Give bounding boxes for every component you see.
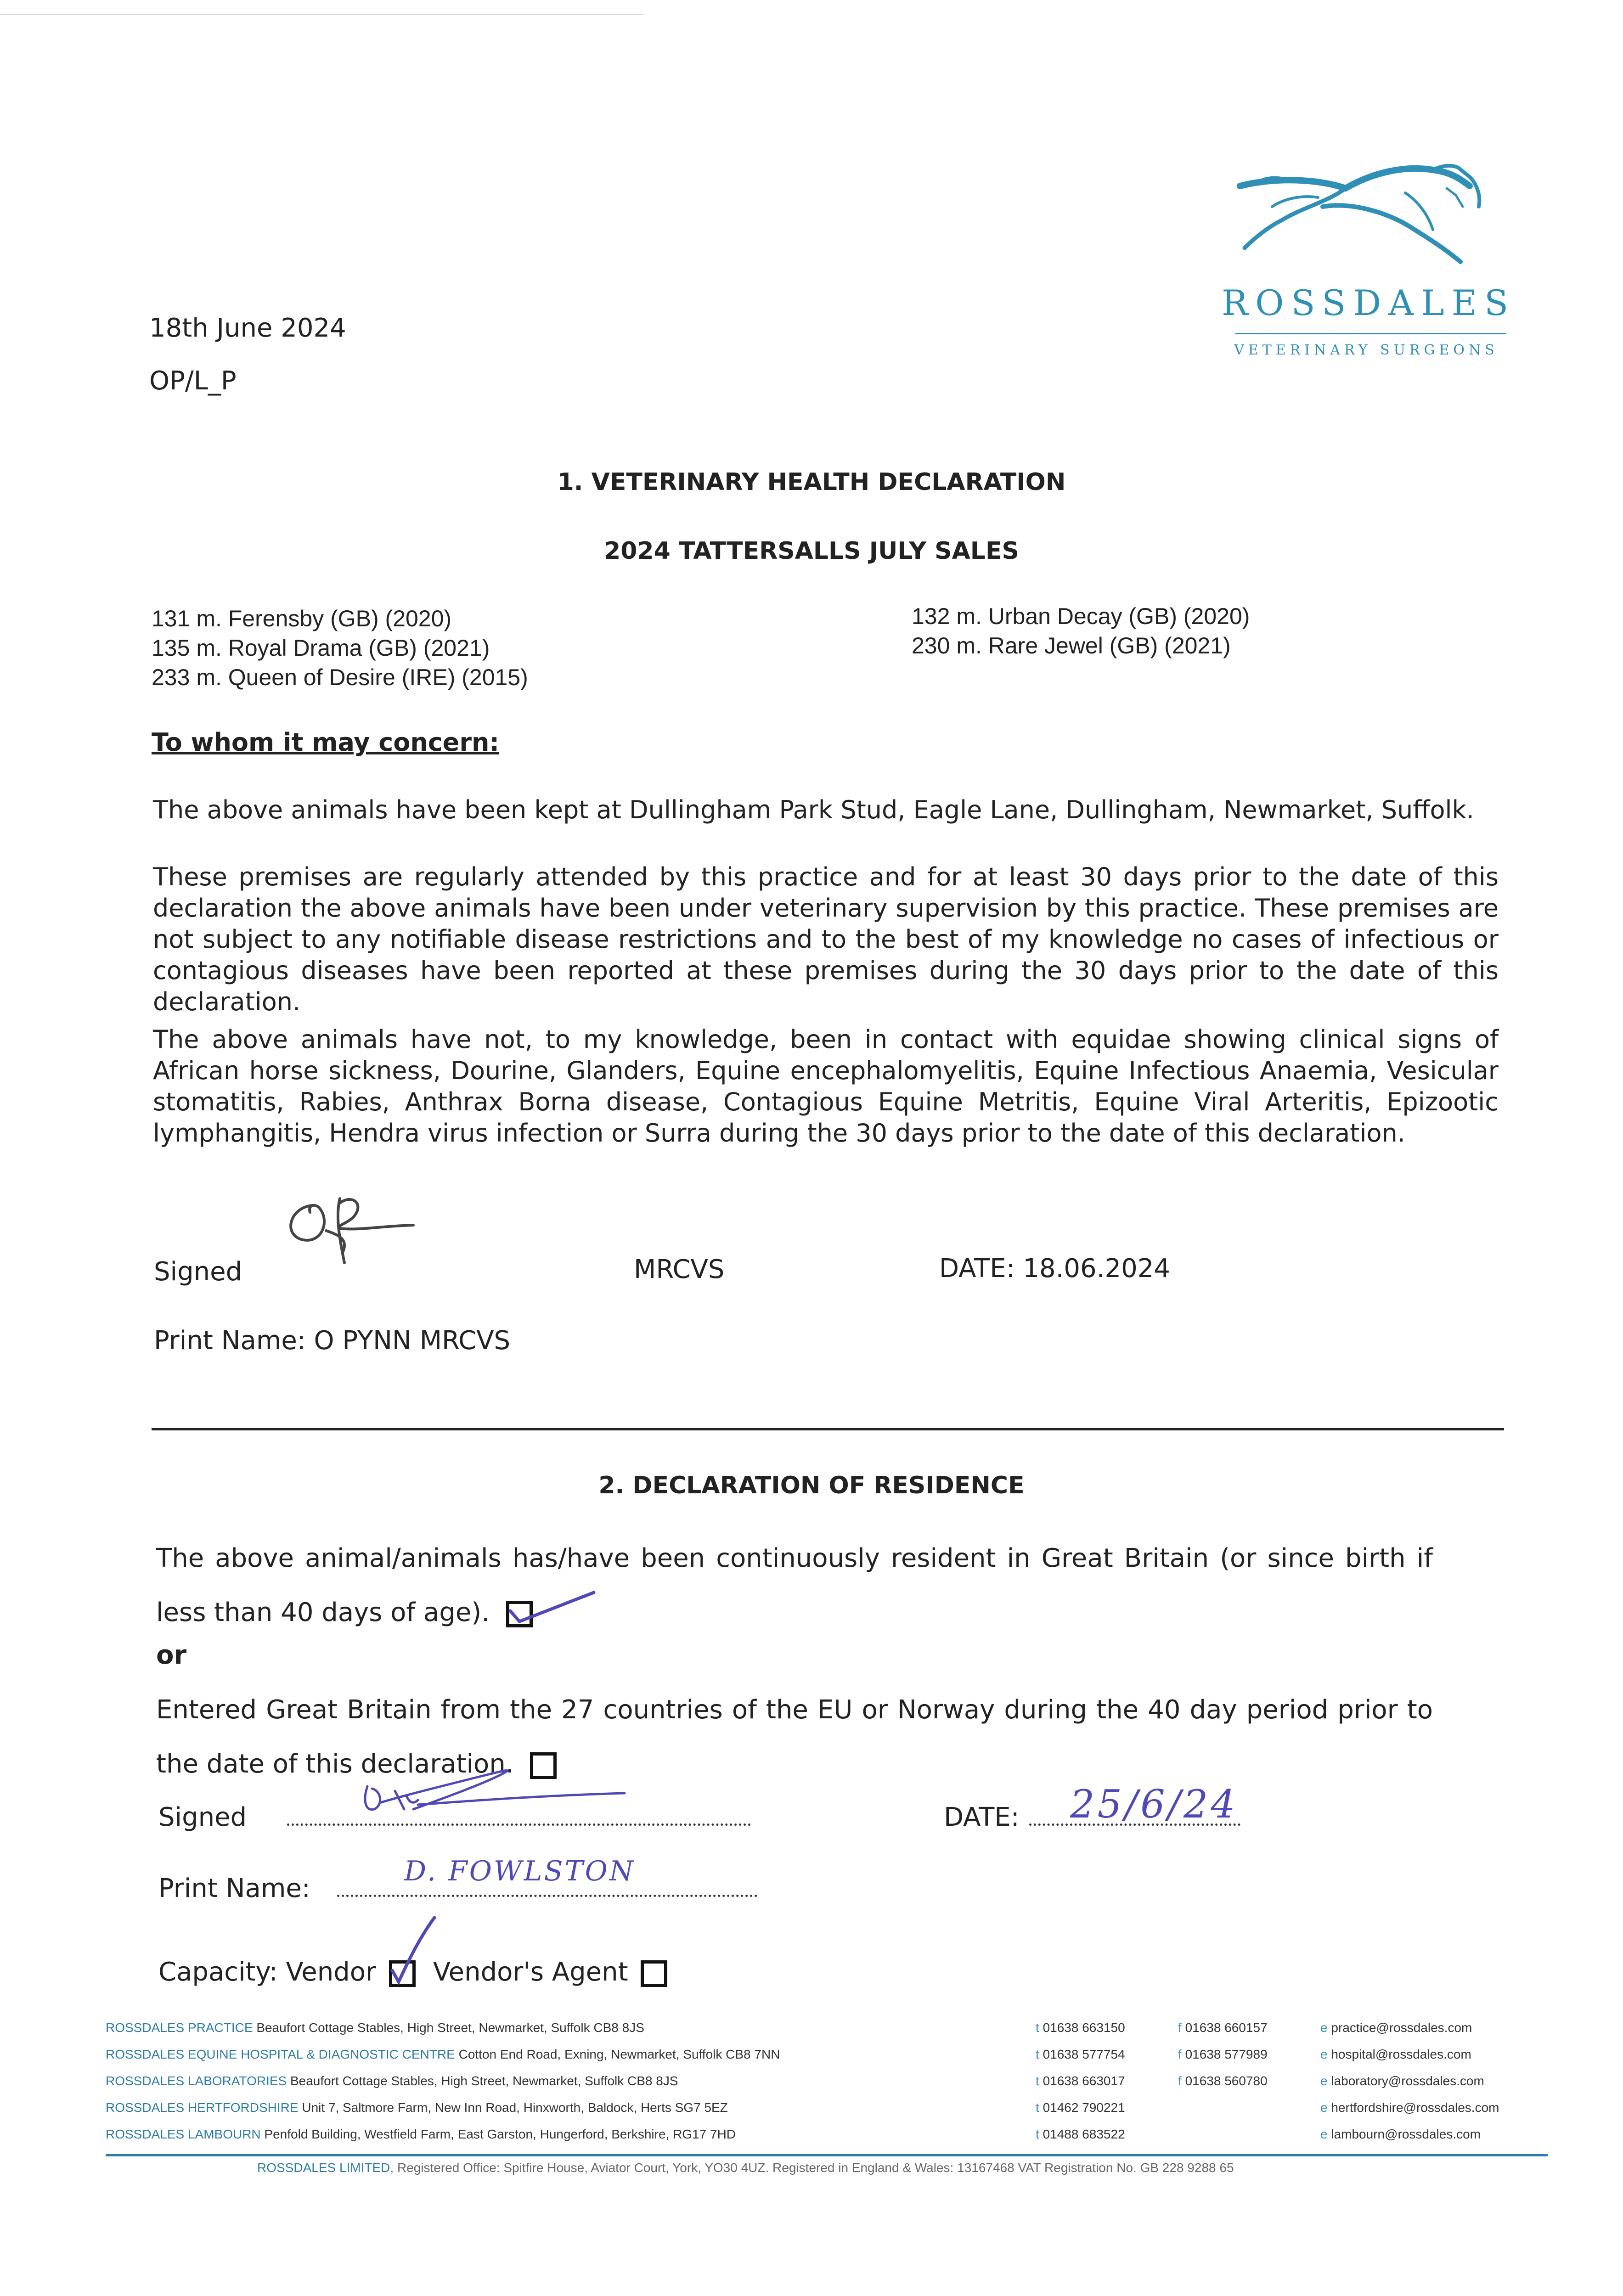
office-email-link-value: lambourn@rossdales.com	[1331, 2127, 1481, 2141]
office-email-link-value: hospital@rossdales.com	[1331, 2047, 1471, 2061]
office-email-link-prefix: e	[1320, 2127, 1328, 2141]
office-telephone-value: 01488 683522	[1043, 2127, 1125, 2141]
brand-divider	[1235, 333, 1506, 334]
office-email-link-prefix: e	[1320, 2047, 1328, 2061]
section2-title: 2. DECLARATION OF RESIDENCE	[598, 1472, 1025, 1499]
horse-entry: 233 m. Queen of Desire (IRE) (2015)	[152, 664, 528, 690]
vet-signature	[271, 1185, 455, 1277]
office-name: ROSSDALES LAMBOURN	[106, 2127, 261, 2141]
footer-office-address	[106, 2047, 780, 2062]
office-email-link-prefix: e	[1320, 2020, 1328, 2035]
office-telephone-value: 01638 577754	[1043, 2047, 1125, 2061]
office-email-link[interactable]	[1320, 2074, 1484, 2088]
office-address: Penfold Building, Westfield Farm, East Garston, Hungerford, Berkshire, RG17 7HD	[264, 2127, 736, 2141]
residence-gb-checkbox[interactable]	[506, 1601, 533, 1627]
office-email-link[interactable]	[1320, 2020, 1472, 2035]
office-email-link-value: laboratory@rossdales.com	[1331, 2074, 1484, 2088]
section2-print-name-value: D. FOWLSTON	[404, 1855, 636, 1887]
horse-logo-icon	[1212, 152, 1511, 280]
office-name: ROSSDALES HERTFORDSHIRE	[106, 2100, 299, 2115]
office-address: Beaufort Cottage Stables, High Street, Newmarket, Suffolk CB8 8JS	[256, 2020, 644, 2035]
horse-entry: 230 m. Rare Jewel (GB) (2021)	[912, 633, 1231, 658]
office-email-link-prefix: e	[1320, 2100, 1328, 2115]
residence-option-eu	[156, 1683, 1433, 1791]
office-telephone	[1036, 2127, 1125, 2142]
paragraph-supervision: These premises are regularly attended by this practice and for at least 30 days prior to the date of this declaration the above animals have been under veterinary supervision by this practice. These premises are not subject to any notifiable disease restrictions and to the best of my knowledge no cases of infectious or contagious diseases have been reported at these premises during the 30 days prior to the date of this declaration.	[153, 862, 1499, 1016]
signed-label: Signed	[154, 1257, 242, 1287]
section2-date-value: 25/6/24	[1070, 1782, 1238, 1827]
office-telephone-prefix: t	[1036, 2047, 1039, 2061]
horse-list-left	[152, 604, 528, 692]
footer-office-address	[106, 2074, 678, 2088]
office-telephone-value: 01638 663150	[1043, 2020, 1125, 2035]
section1-subtitle: 2024 TATTERSALLS JULY SALES	[604, 537, 1019, 565]
vendor-label: Vendor	[286, 1957, 377, 1987]
footer-rule	[106, 2154, 1548, 2156]
print-name-line	[337, 1895, 757, 1897]
office-telephone-prefix: t	[1036, 2020, 1039, 2035]
scan-edge-line	[0, 14, 643, 15]
office-fax	[1178, 2074, 1268, 2088]
mrcvs-label: MRCVS	[634, 1255, 725, 1284]
letter-date: 18th June 2024	[149, 313, 346, 343]
office-telephone	[1036, 2074, 1125, 2088]
horse-entry: 131 m. Ferensby (GB) (2020)	[152, 606, 452, 631]
office-telephone-prefix: t	[1036, 2100, 1039, 2115]
footer-office-address	[106, 2127, 736, 2142]
vendor-agent-label: Vendor's Agent	[433, 1957, 628, 1987]
office-address: Beaufort Cottage Stables, High Street, Newmarket, Suffolk CB8 8JS	[290, 2074, 678, 2088]
horse-entry: 132 m. Urban Decay (GB) (2020)	[912, 603, 1250, 629]
office-name: ROSSDALES PRACTICE	[106, 2020, 253, 2035]
office-telephone-prefix: t	[1036, 2074, 1039, 2088]
brand-tagline: VETERINARY SURGEONS	[1234, 342, 1499, 358]
brand-name: ROSSDALES	[1222, 282, 1516, 323]
paragraph-disease-contact: The above animals have not, to my knowledge, been in contact with equidae showing clinical signs of African horse sickness, Dourine, Glanders, Equine encephalomyelitis, Equine Infectious Anaemia, Vesicular stomatitis, Rabies, Anthrax Borna disease, Contagious Equine Metritis, Equine Viral Arteritis, Epizootic lymphangitis, Hendra virus infection or Surra during the 30 days prior to the date of this declaration.	[153, 1025, 1499, 1148]
office-email-link-prefix: e	[1320, 2074, 1328, 2088]
capacity-row	[158, 1957, 667, 1987]
office-fax-value: 01638 560780	[1185, 2074, 1268, 2088]
section-divider	[152, 1428, 1504, 1430]
office-email-link[interactable]	[1320, 2127, 1481, 2142]
checkmark-icon	[389, 1913, 444, 1991]
checkmark-icon	[507, 1590, 598, 1632]
section2-print-name-label: Print Name:	[158, 1874, 310, 1903]
section1-print-name: Print Name: O PYNN MRCVS	[154, 1326, 511, 1356]
residence-option-gb	[156, 1531, 1433, 1640]
vendor-agent-checkbox[interactable]	[641, 1960, 667, 1987]
office-telephone-value: 01638 663017	[1043, 2074, 1125, 2088]
office-telephone-value: 01462 790221	[1043, 2100, 1125, 2115]
office-telephone-prefix: t	[1036, 2127, 1039, 2141]
office-email-link[interactable]	[1320, 2047, 1471, 2062]
office-fax-value: 01638 577989	[1185, 2047, 1268, 2061]
office-address: Cotton End Road, Exning, Newmarket, Suffolk CB8 7NN	[458, 2047, 780, 2061]
footer	[106, 2020, 1548, 2195]
vendor-signature	[349, 1759, 634, 1823]
capacity-label: Capacity:	[158, 1957, 278, 1987]
office-email-link[interactable]	[1320, 2100, 1499, 2115]
office-fax-prefix: f	[1178, 2047, 1182, 2061]
residence-option-gb-text: The above animal/animals has/have been continuously resident in Great Britain (or since birth if less than 40 days of age).	[156, 1543, 1433, 1627]
office-name: ROSSDALES LABORATORIES	[106, 2074, 287, 2088]
office-email-link-value: practice@rossdales.com	[1331, 2020, 1472, 2035]
registered-company: ROSSDALES LIMITED,	[257, 2161, 394, 2175]
office-telephone	[1036, 2100, 1125, 2115]
section1-title: 1. VETERINARY HEALTH DECLARATION	[557, 468, 1066, 496]
section1-date: DATE: 18.06.2024	[939, 1254, 1170, 1283]
section2-signed-label: Signed	[158, 1802, 247, 1832]
salutation: To whom it may concern:	[152, 728, 500, 757]
paragraph-premises: The above animals have been kept at Dullingham Park Stud, Eagle Lane, Dullingham, Newmarket, Suffolk.	[153, 795, 1474, 824]
office-fax	[1178, 2020, 1268, 2035]
office-fax-prefix: f	[1178, 2020, 1182, 2035]
company-logo	[1212, 152, 1516, 367]
office-fax-value: 01638 660157	[1185, 2020, 1268, 2035]
footer-office-address	[106, 2100, 728, 2115]
office-email-link-value: hertfordshire@rossdales.com	[1331, 2100, 1499, 2115]
signature-line	[287, 1823, 751, 1826]
registered-text: Registered Office: Spitfire House, Aviator Court, York, YO30 4UZ. Registered in England & Wales: 13167468 VAT Registration No. GB 228 9288 65	[397, 2161, 1234, 2175]
horse-list-right	[912, 602, 1250, 660]
office-address: Unit 7, Saltmore Farm, New Inn Road, Hinxworth, Baldock, Herts SG7 5EZ	[302, 2100, 728, 2115]
section2-date-label: DATE:	[944, 1802, 1020, 1832]
office-telephone	[1036, 2047, 1125, 2062]
or-label: or	[156, 1640, 187, 1670]
office-telephone	[1036, 2020, 1125, 2035]
footer-office-address	[106, 2020, 644, 2035]
residence-option-eu-text: Entered Great Britain from the 27 countries of the EU or Norway during the 40 day period prior to the date of this declaration.	[156, 1695, 1433, 1779]
office-fax	[1178, 2047, 1268, 2062]
footer-registration	[257, 2161, 1234, 2175]
vendor-checkbox[interactable]	[389, 1960, 416, 1987]
office-fax-prefix: f	[1178, 2074, 1182, 2088]
office-name: ROSSDALES EQUINE HOSPITAL & DIAGNOSTIC CENTRE	[106, 2047, 455, 2061]
horse-entry: 135 m. Royal Drama (GB) (2021)	[152, 635, 490, 661]
letter-reference: OP/L_P	[149, 366, 237, 396]
